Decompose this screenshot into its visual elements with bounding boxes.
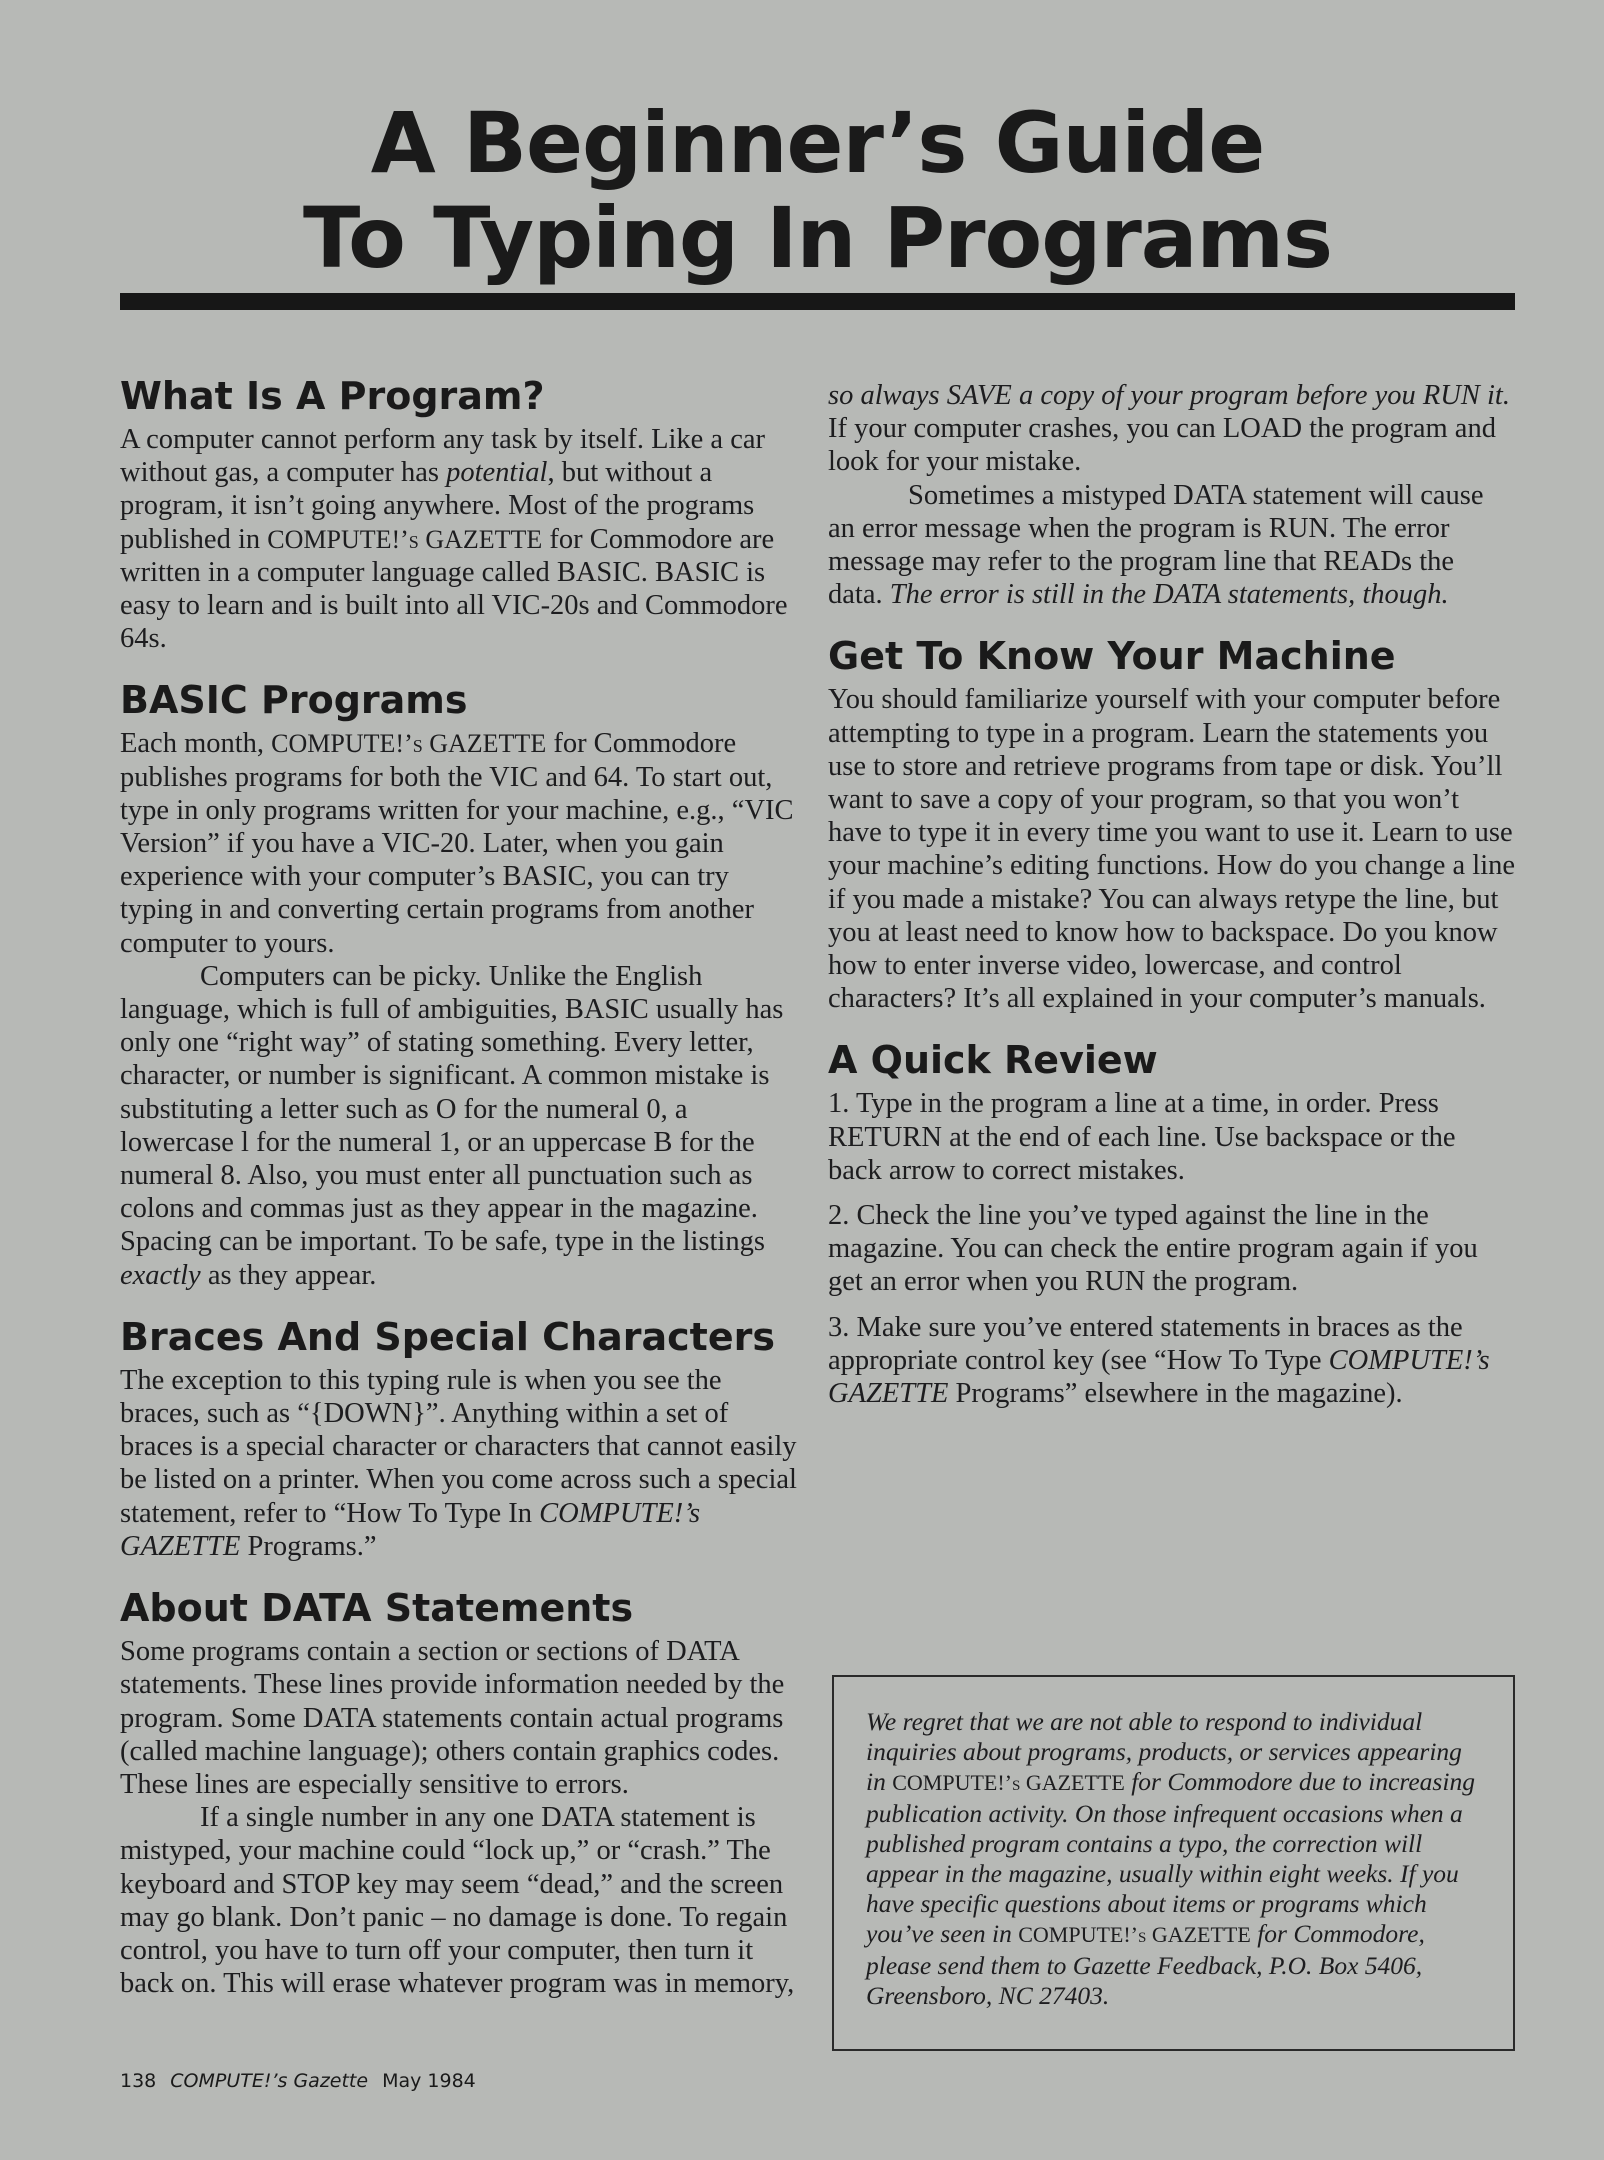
review-item-3: 3. Make sure you’ve entered statements in braces as the appropriate control key (see “How To Type COMPUTE!’s GAZETTE Programs” elsewhere in the magazine). [828,1311,1490,1410]
article-title [120,96,1515,286]
heading-data-statements: About DATA Statements [120,1586,634,1631]
review-item-2: 2. Check the line you’ve typed against the line in the magazine. You can check the entire program again if you get an error when you RUN the program. [828,1200,1478,1298]
para-data-3: Sometimes a mistyped DATA statement will cause an error message when the program is RUN. The error message may refer to the program line that READs the data. The error is still in the DATA statements, though. [828,479,1484,611]
para-what-is: A computer cannot perform any task by itself. Like a car without gas, a computer has potential, but without a program, it isn’t going anywhere. Most of the programs published in COMPUTE!’s GAZETTE for Commodore are written in a computer language called BASIC. BASIC is easy to learn and is built into all VIC-20s and Commodore 64s. [120,424,788,655]
review-item-1: 1. Type in the program a line at a time, in order. Press RETURN at the end of each line. Use backspace or the back arrow to correct mistakes. [828,1088,1456,1186]
heading-basic-programs: BASIC Programs [120,678,468,723]
notice-text: We regret that we are not able to respond to individual inquiries about programs, products, or services appearing in COMPUTE!’s GAZETTE for Commodore due to increasing publication activity. On those infrequent occasions when a published program contains a typo, the correction will appear in the magazine, usually within eight weeks. If you have specific questions about items or programs which you’ve seen in COMPUTE!’s GAZETTE for Commodore, please send them to Gazette Feedback, P.O. Box 5406, Greensboro, NC 27403. [866,1707,1475,2010]
para-data-2-cont: so always SAVE a copy of your program before you RUN it. If your computer crashes, you can LOAD the program and look for your mistake. [828,380,1510,478]
para-basic-2: Computers can be picky. Unlike the English language, which is full of ambiguities, BASIC usually has only one “right way” of stating something. Every letter, character, or number is significant. A common mistake is substituting a letter such as O for the numeral 0, a lowercase l for the numeral 1, or an uppercase B for the numeral 8. Also, you must enter all punctuation such as colons and commas just as they appear in the magazine. Spacing can be important. To be safe, type in the listings exactly as they appear. [120,960,784,1291]
para-machine: You should familiarize yourself with your computer before attempting to type in a program. Learn the statements you use to store and retrieve programs from tape or disk. You’ll want to save a copy of your program, so that you won’t have to type it in every time you want to use it. Learn to use your machine’s editing functions. How do you change a line if you made a mistake? You can always retype the line, but you at least need to know how to backspace. Do you know how to enter inverse video, lowercase, and control characters? It’s all explained in your computer’s manuals. [828,684,1516,1015]
heading-quick-review: A Quick Review [828,1038,1158,1083]
heading-braces: Braces And Special Characters [120,1314,775,1359]
page-folio [120,2070,476,2092]
para-data-2-start: If a single number in any one DATA statement is mistyped, your machine could “lock up,” or “crash.” The keyboard and STOP key may seem “dead,” and the screen may go blank. Don’t panic – no damage is done. To regain control, you have to turn off your computer, then turn it back on. This will erase whatever program was in memory, [120,1802,795,2000]
title-line-1: A Beginner’s Guide [370,94,1265,192]
para-basic-1: Each month, COMPUTE!’s GAZETTE for Commodore publishes programs for both the VIC and 64. To start out, type in only programs written for your machine, e.g., “VIC Version” if you have a VIC-20. Later, when you gain experience with your computer’s BASIC, you can try typing in and converting certain programs from another computer to yours. [120,728,794,959]
title-rule [120,293,1515,310]
para-braces: The exception to this typing rule is when you see the braces, such as “{DOWN}”. Anything within a set of braces is a special character or characters that cannot easily be listed on a printer. When you come across such a special statement, refer to “How To Type In COMPUTE!’s GAZETTE Programs.” [120,1364,797,1562]
heading-what-is-a-program: What Is A Program? [120,374,545,418]
right-column [828,373,1515,1422]
issue-date: May 1984 [382,2070,476,2092]
title-line-2: To Typing In Programs [302,189,1333,287]
left-column [120,373,800,2000]
feedback-notice-box [832,1675,1515,2051]
para-data-1: Some programs contain a section or sections of DATA statements. These lines provide information needed by the program. Some DATA statements contain actual programs (called machine language); others contain graphics codes. These lines are especially sensitive to errors. [120,1636,785,1800]
heading-know-your-machine: Get To Know Your Machine [828,634,1396,679]
page-number: 138 [120,2070,157,2092]
magazine-name: COMPUTE!’s Gazette [170,2070,369,2092]
